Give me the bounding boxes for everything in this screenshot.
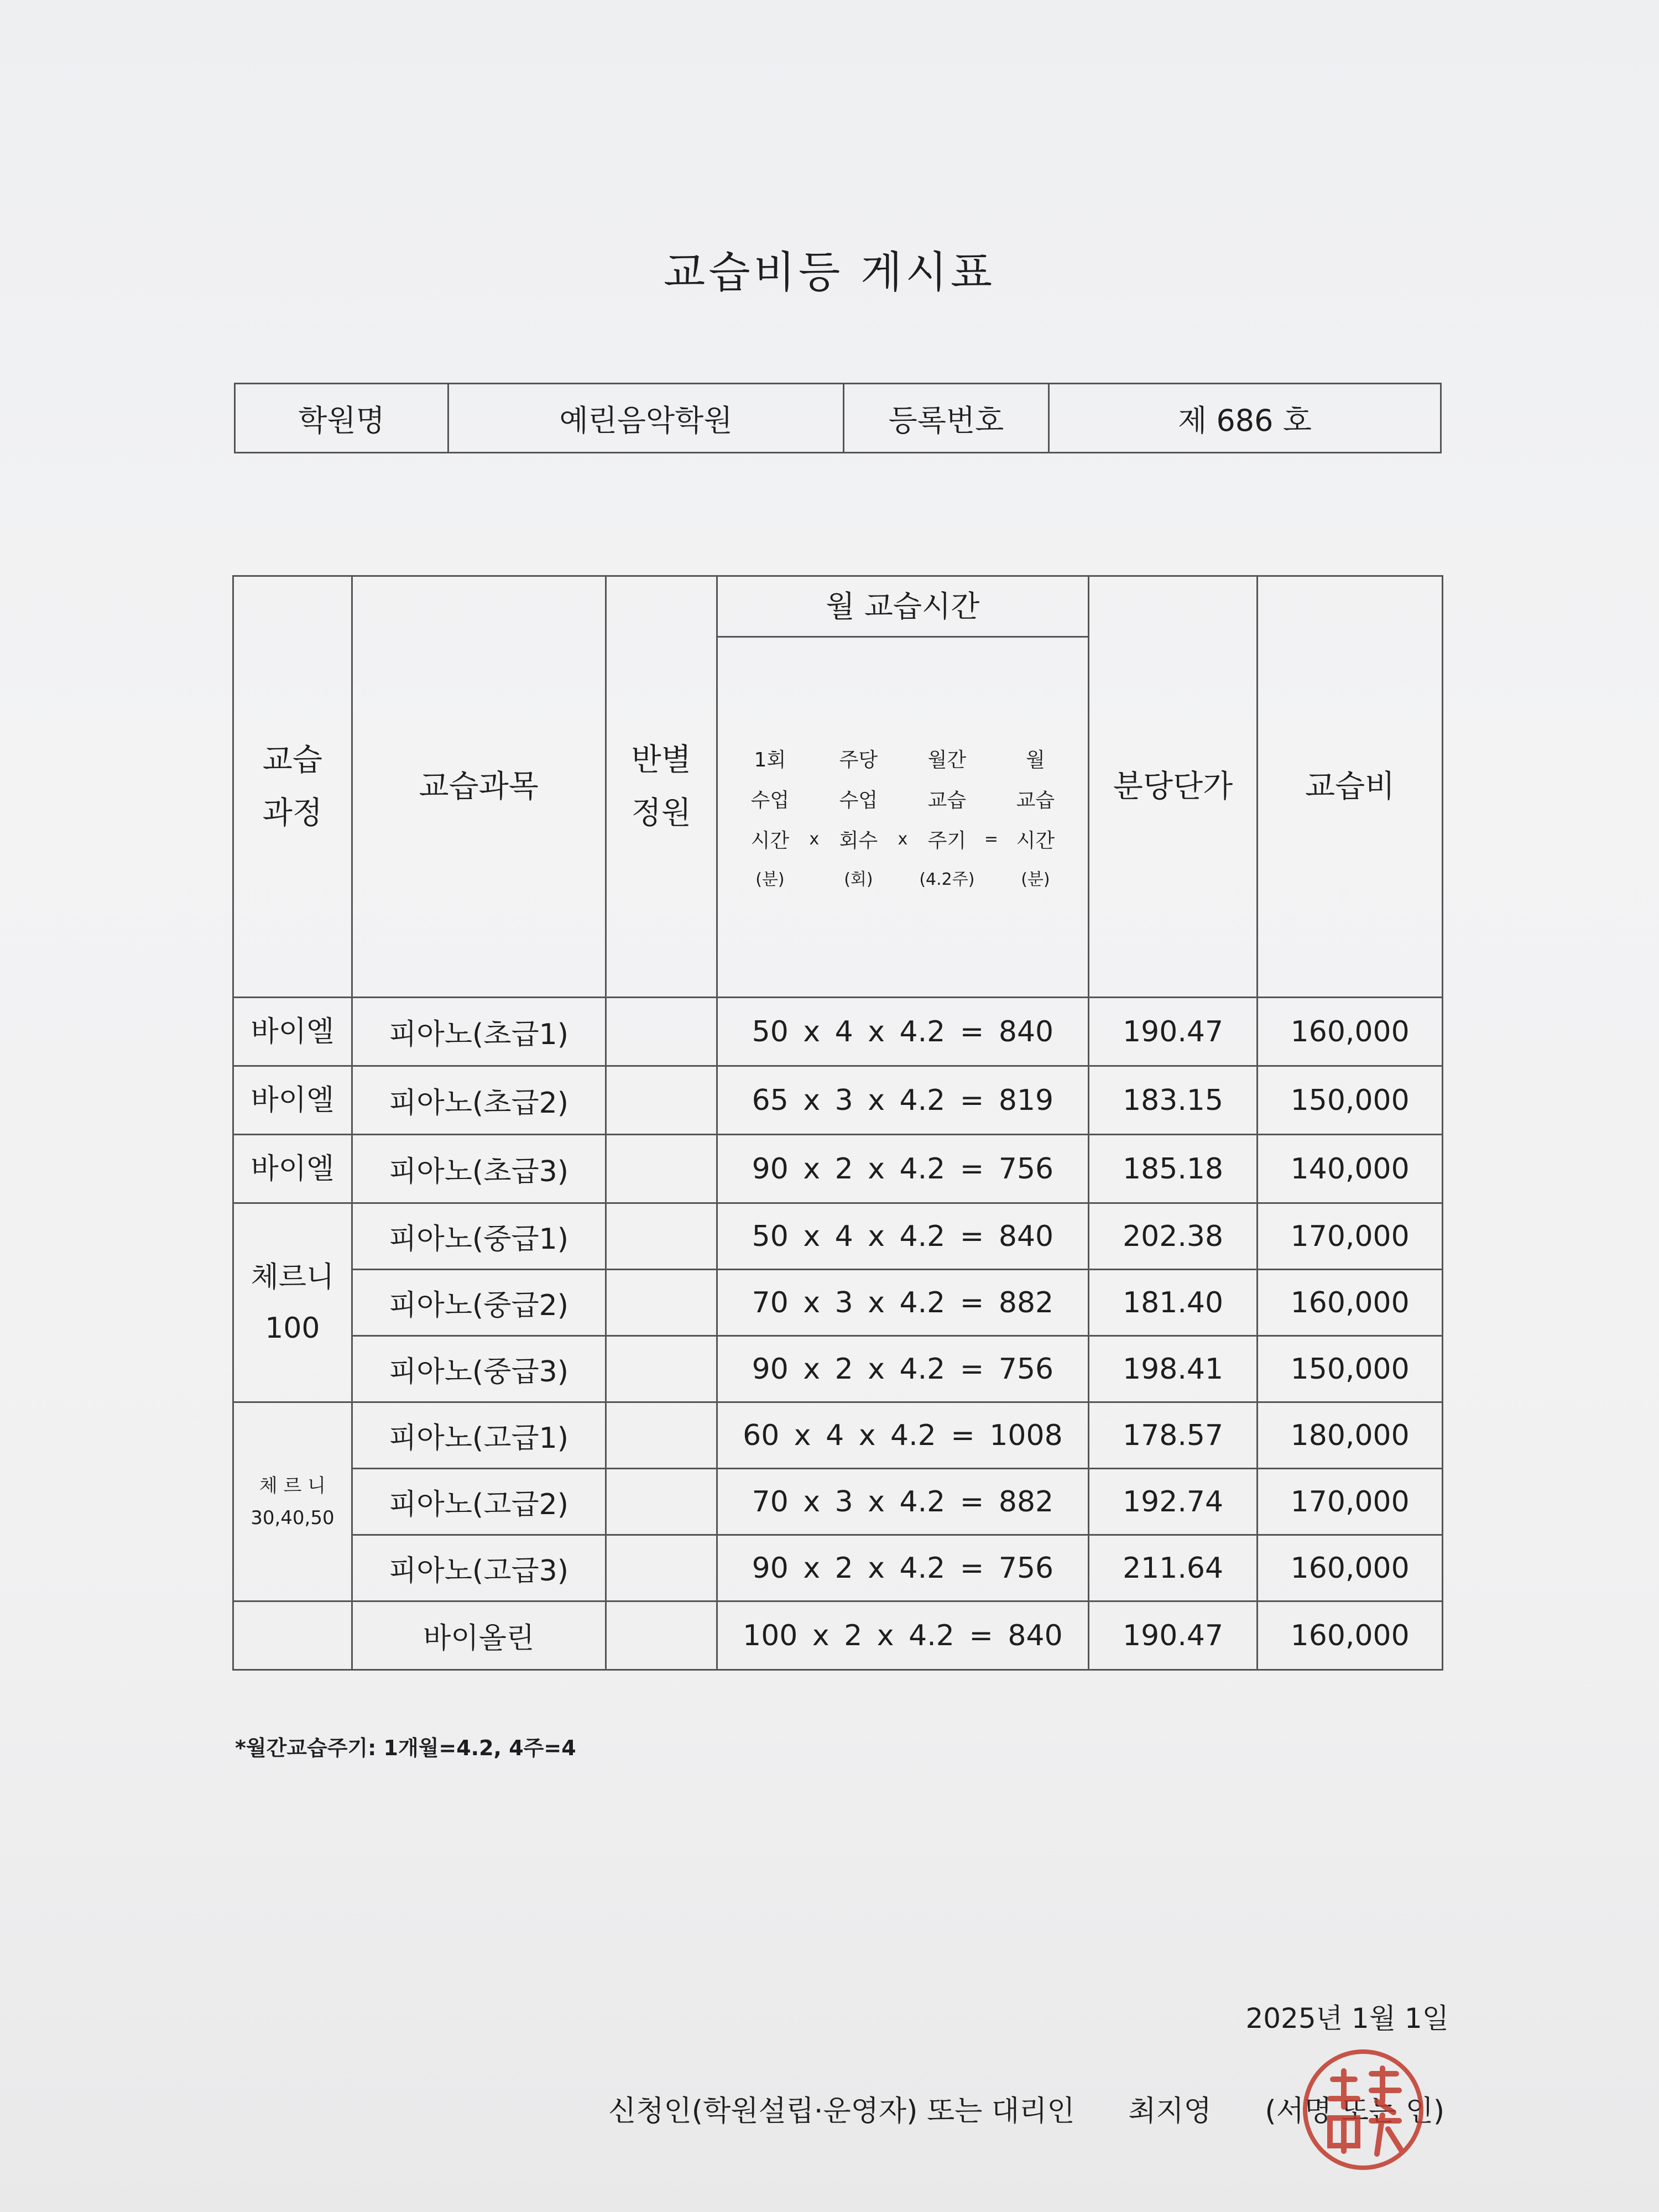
table-row [233, 1135, 1443, 1203]
academy-info-table [234, 383, 1442, 453]
header-course: 교습 과정 [233, 576, 352, 998]
fee-cell: 170,000 [1258, 1203, 1443, 1270]
header-fee: 교습비 [1258, 576, 1443, 998]
sign-text: (서명 또는 인) [1265, 2095, 1445, 2128]
table-row [233, 1203, 1443, 1270]
calc-cell: 90 x 2 x 4.2 = 756 [717, 1336, 1089, 1402]
header-capacity: 반별 정원 [606, 576, 717, 998]
capacity-cell [606, 1336, 717, 1402]
calc-header-cell: 월간 [927, 749, 967, 771]
calc-cell: 65 x 3 x 4.2 = 819 [717, 1066, 1089, 1135]
subject-cell: 피아노(고급2) [352, 1469, 606, 1535]
calc-header-cell: x [809, 830, 820, 849]
capacity-cell [606, 1469, 717, 1535]
table-row [233, 1066, 1443, 1135]
calc-cell: 100 x 2 x 4.2 = 840 [717, 1601, 1089, 1670]
course-label: 30,40,50 [251, 1506, 335, 1529]
subject-cell: 피아노(초급3) [352, 1135, 606, 1203]
unit-price-cell: 211.64 [1088, 1535, 1258, 1601]
unit-price-cell: 183.15 [1088, 1066, 1258, 1135]
fee-cell: 180,000 [1258, 1402, 1443, 1469]
table-row [233, 1270, 1443, 1336]
applicant-label: 신청인(학원설립·운영자) 또는 대리인 [608, 2095, 1075, 2128]
table-header-row [233, 576, 1443, 637]
course-label: 바이엘 [251, 1152, 335, 1186]
capacity-cell [606, 1601, 717, 1670]
header-monthly-time: 월 교습시간 [717, 576, 1089, 637]
document-date: 2025년 1월 1일 [1245, 2002, 1449, 2034]
fee-table [232, 575, 1443, 1671]
subject-cell: 피아노(초급2) [352, 1066, 606, 1135]
unit-price-cell: 185.18 [1088, 1135, 1258, 1203]
fee-cell: 170,000 [1258, 1469, 1443, 1535]
fee-cell: 140,000 [1258, 1135, 1443, 1203]
course-cell [233, 998, 352, 1066]
table-row [233, 1601, 1443, 1670]
unit-price-cell: 181.40 [1088, 1270, 1258, 1336]
course-cell [233, 1203, 352, 1402]
calc-cell: 90 x 2 x 4.2 = 756 [717, 1135, 1089, 1203]
course-label: 100 [265, 1311, 320, 1345]
table-row [233, 1402, 1443, 1469]
calc-header-cell: x [898, 830, 908, 849]
unit-price-cell: 190.47 [1088, 1601, 1258, 1670]
subject-cell: 피아노(중급3) [352, 1336, 606, 1402]
red-seal-stamp-icon [1300, 2046, 1427, 2173]
calc-header-cell: 시간 [750, 830, 790, 852]
calc-header-cell: 회수 [839, 830, 878, 852]
header-unit-price: 분당단가 [1088, 576, 1258, 998]
fee-cell: 160,000 [1258, 1535, 1443, 1601]
calc-cell: 70 x 3 x 4.2 = 882 [717, 1270, 1089, 1336]
capacity-cell [606, 1270, 717, 1336]
calc-cell: 50 x 4 x 4.2 = 840 [717, 998, 1089, 1066]
page-title: 교습비등 게시표 [663, 248, 996, 298]
capacity-cell [606, 998, 717, 1066]
subject-cell: 피아노(중급2) [352, 1270, 606, 1336]
capacity-cell [606, 1135, 717, 1203]
calc-cell: 70 x 3 x 4.2 = 882 [717, 1469, 1089, 1535]
fee-cell: 150,000 [1258, 1336, 1443, 1402]
unit-price-cell: 198.41 [1088, 1336, 1258, 1402]
registration-label: 등록번호 [844, 384, 1049, 453]
course-cell [233, 1402, 352, 1601]
calc-header-cell: (분) [755, 870, 785, 889]
capacity-cell [606, 1066, 717, 1135]
calc-cell: 60 x 4 x 4.2 = 1008 [717, 1402, 1089, 1469]
unit-price-cell: 202.38 [1088, 1203, 1258, 1270]
subject-cell: 바이올린 [352, 1601, 606, 1670]
calc-header-cell: 주당 [839, 749, 878, 771]
capacity-cell [606, 1203, 717, 1270]
fee-cell: 160,000 [1258, 1601, 1443, 1670]
table-row [233, 1336, 1443, 1402]
subject-cell: 피아노(고급1) [352, 1402, 606, 1469]
course-label: 바이엘 [251, 1015, 335, 1048]
fee-cell: 160,000 [1258, 1270, 1443, 1336]
footnote: *월간교습주기: 1개월=4.2, 4주=4 [235, 1736, 576, 1760]
table-row [233, 1535, 1443, 1601]
academy-name-label: 학원명 [235, 384, 448, 453]
calc-header-cell: (회) [844, 870, 873, 889]
calc-header-cell: (분) [1021, 870, 1050, 889]
unit-price-cell: 178.57 [1088, 1402, 1258, 1469]
calc-header-cell: 수업 [839, 789, 878, 812]
subject-cell: 피아노(고급3) [352, 1535, 606, 1601]
capacity-cell [606, 1402, 717, 1469]
academy-name-value: 예린음악학원 [448, 384, 844, 453]
course-label: 체르니 [251, 1260, 335, 1294]
registration-number: 제 686 호 [1049, 384, 1441, 453]
calc-cell: 50 x 4 x 4.2 = 840 [717, 1203, 1089, 1270]
table-row [235, 384, 1441, 453]
calc-header-cell: 월 [1026, 749, 1045, 771]
applicant-name: 최지영 [1128, 2095, 1212, 2128]
calc-header-cell: 주기 [927, 830, 967, 852]
subject-cell: 피아노(초급1) [352, 998, 606, 1066]
calc-header-cell: = [984, 830, 998, 849]
header-calc-formula [717, 637, 1089, 998]
table-row [233, 1469, 1443, 1535]
calc-formula-grid [718, 744, 1088, 890]
calc-header-cell: 1회 [754, 749, 786, 771]
fee-cell: 150,000 [1258, 1066, 1443, 1135]
fee-cell: 160,000 [1258, 998, 1443, 1066]
calc-header-cell: 수업 [750, 789, 790, 812]
calc-cell: 90 x 2 x 4.2 = 756 [717, 1535, 1089, 1601]
header-subject: 교습과목 [352, 576, 606, 998]
course-label: 체 르 니 [259, 1474, 326, 1497]
course-label: 바이엘 [251, 1083, 335, 1117]
course-cell [233, 1135, 352, 1203]
unit-price-cell: 192.74 [1088, 1469, 1258, 1535]
table-row [233, 998, 1443, 1066]
course-cell [233, 1601, 352, 1670]
course-cell [233, 1066, 352, 1135]
calc-header-cell: 교습 [1016, 789, 1055, 812]
calc-header-cell: (4.2주) [919, 870, 975, 889]
calc-header-cell: 시간 [1016, 830, 1055, 852]
capacity-cell [606, 1535, 717, 1601]
calc-header-cell: 교습 [927, 789, 967, 812]
subject-cell: 피아노(중급1) [352, 1203, 606, 1270]
unit-price-cell: 190.47 [1088, 998, 1258, 1066]
